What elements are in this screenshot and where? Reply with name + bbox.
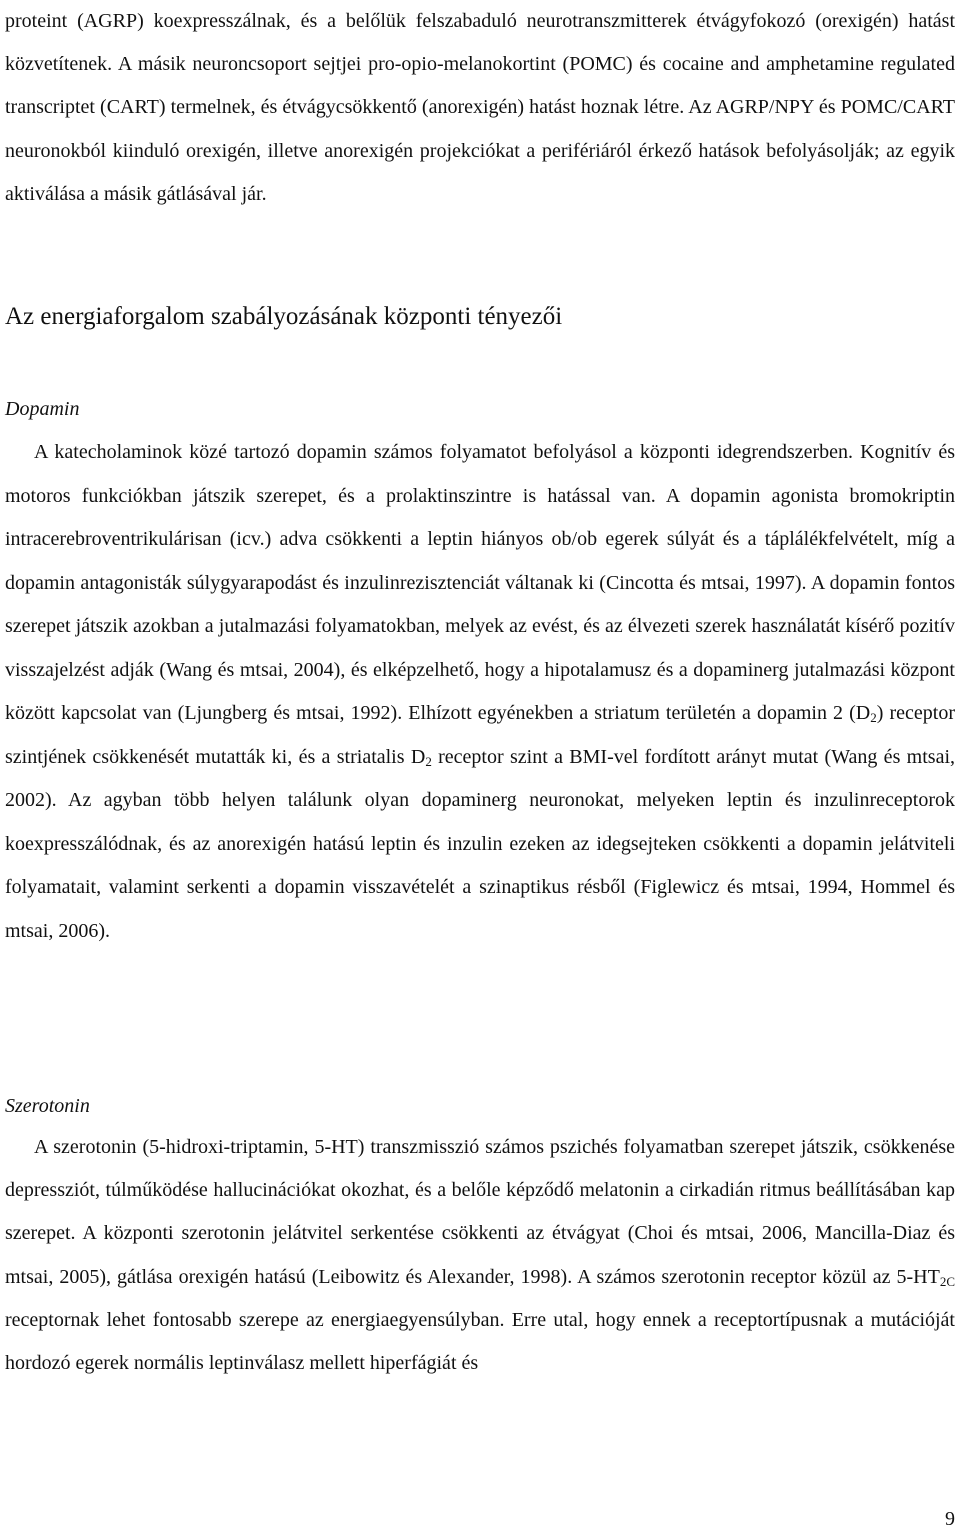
dopamin-subheading: Dopamin [5, 398, 80, 420]
page-number: 9 [945, 1508, 955, 1530]
szerotonin-subheading: Szerotonin [5, 1095, 90, 1117]
section-heading: Az energiaforgalom szabályozásának központi tényezői [5, 303, 563, 330]
szerotonin-text-part1: A szerotonin (5-hidroxi-triptamin, 5-HT) transzmisszió számos pszichés folyamatban szerepet játszik, csökkenése depressziót, túlműködése hallucinációkat okozhat, és a belőle képződő melatonin a cirkadián ritmus beállításában kap szerepet. A központi szerotonin jelátvitel serkentése csökkenti az étvágyat (Choi és mtsai, 2006, Mancilla-Diaz és mtsai, 2005), gátlása orexigén hatású (Leibowitz és Alexander, 1998). A számos szerotonin receptor közül az 5-HT [5, 1136, 955, 1288]
szerotonin-paragraph [5, 1126, 955, 1385]
dopamin-text-part2: ) receptor szintjének csökkenését mutatták ki, és a striatalis D [5, 702, 955, 768]
szerotonin-subscript: 2C [939, 1273, 955, 1289]
dopamin-text-part3: receptor szint a BMI-vel fordított arányt mutat (Wang és mtsai, 2002). Az agyban több helyen találunk olyan dopaminerg neuronokat, melyeken leptin és inzulinreceptorok koexpresszálódnak, és az anorexigén hatású leptin és inzulin ezeken az idegsejteken csökkenti a dopamin jelátviteli folyamatait, valamint serkenti a dopamin visszavételét a szinaptikus résből (Figlewicz és mtsai, 1994, Hommel és mtsai, 2006). [5, 745, 956, 942]
dopamin-paragraph [5, 431, 955, 953]
intro-paragraph: proteint (AGRP) koexpresszálnak, és a belőlük felszabaduló neurotranszmitterek étvágyfokozó (orexigén) hatást közvetítenek. A másik neuroncsoport sejtjei pro-opio-melanokortint (POMC) és cocaine and amphetamine regulated transcriptet (CART) termelnek, és étvágycsökkentő (anorexigén) hatást hoznak létre. Az AGRP/NPY és POMC/CART neuronokból kiinduló orexigén, illetve anorexigén projekciókat a perifériáról érkező hatások befolyásolják; az egyik aktiválása a másik gátlásával jár. [5, 10, 955, 205]
dopamin-subscript-2: 2 [425, 753, 432, 769]
dopamin-subscript-1: 2 [870, 710, 877, 725]
szerotonin-text-part2: receptornak lehet fontosabb szerepe az energiaegyensúlyban. Erre utal, hogy ennek a receptortípusnak a mutációját hordozó egerek normális leptinválasz mellett hiperfágiát és [5, 1308, 955, 1375]
dopamin-text-part1: A katecholaminok közé tartozó dopamin számos folyamatot befolyásol a központi idegrendszerben. Kognitív és motoros funkciókban játszik szerepet, és a prolaktinszintre is hatással van. A dopamin agonista bromokriptin intracerebroventrikulárisan (icv.) adva csökkenti a leptin hiányos ob/ob egerek súlyát és a táplálékfelvételt, míg a dopamin antagonisták súlygyarapodást és inzulinrezisztenciát váltanak ki (Cincotta és mtsai, 1997). A dopamin fontos szerepet játszik azokban a jutalmazási folyamatokban, melyek az evést, és az élvezeti szerek használatát kísérő pozitív visszajelzést adják (Wang és mtsai, 2004), és elképzelhető, hogy a hipotalamusz és a dopaminerg jutalmazási központ között kapcsolat van (Ljungberg és mtsai, 1992). Elhízott egyénekben a striatum területén a dopamin 2 (D [5, 441, 955, 724]
